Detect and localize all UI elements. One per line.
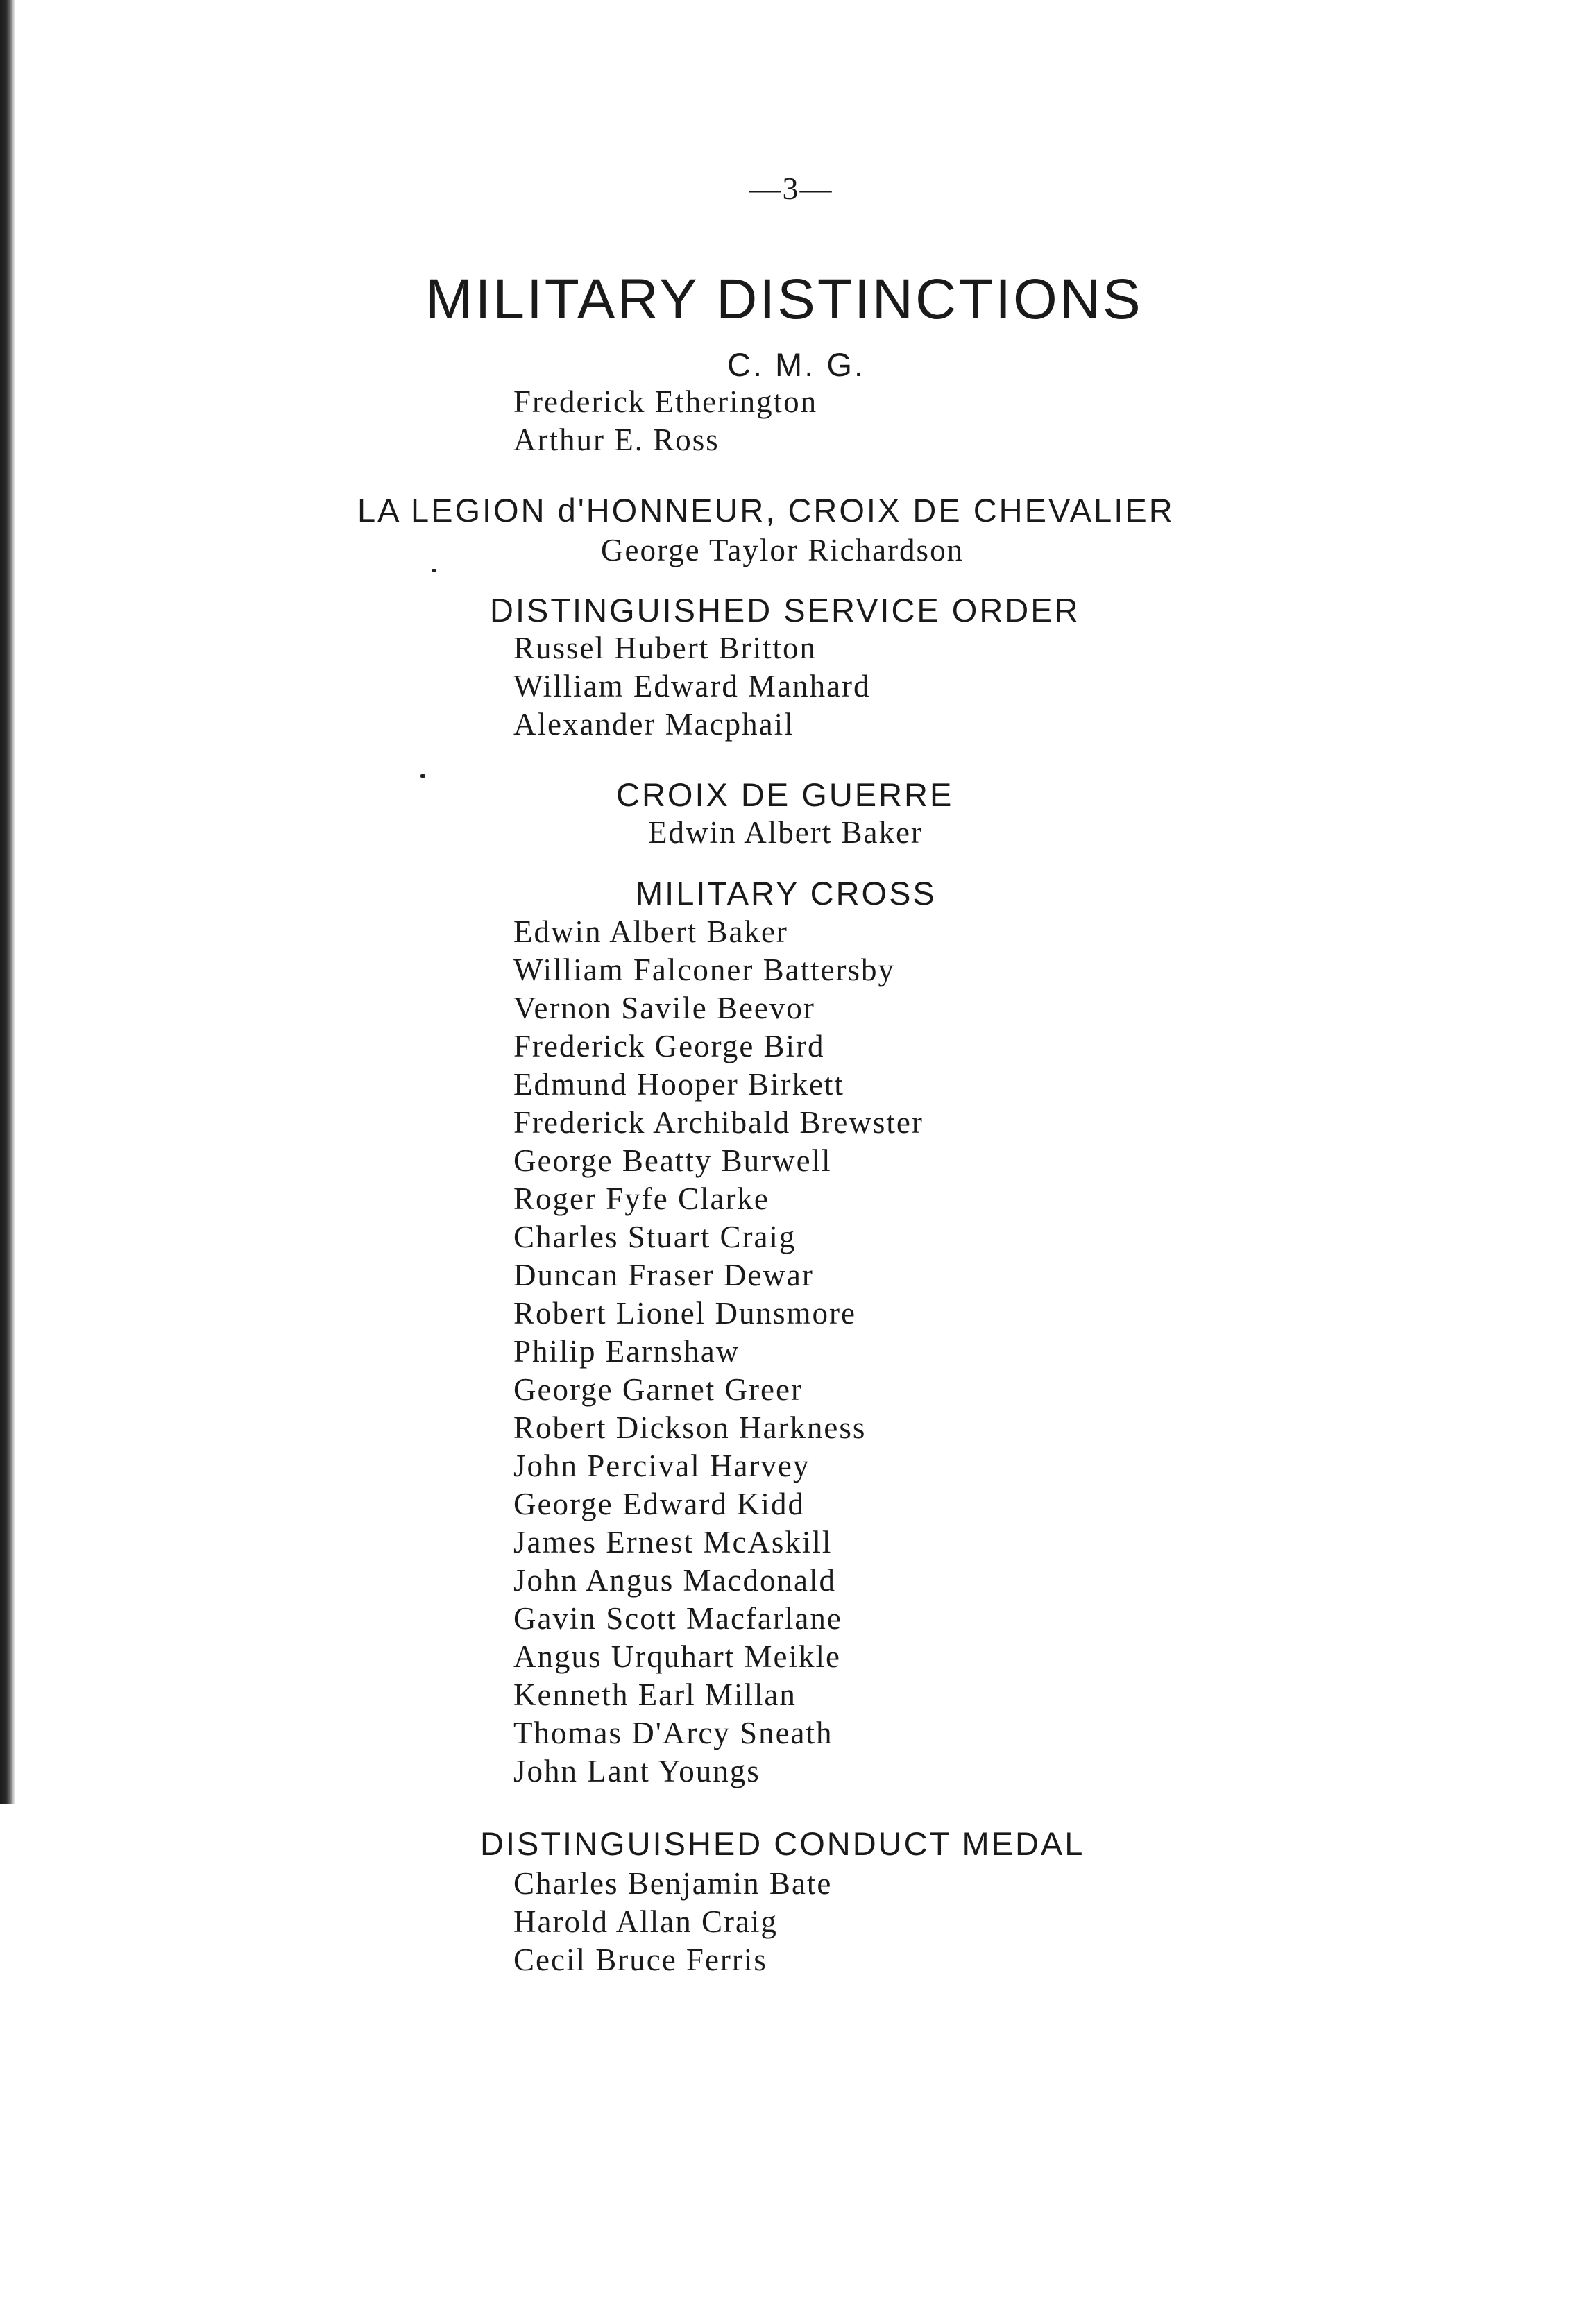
list-item: John Angus Macdonald — [513, 1563, 836, 1598]
list-item: George Taylor Richardson — [601, 533, 964, 567]
list-item: John Percival Harvey — [513, 1449, 810, 1483]
list-item: Kenneth Earl Millan — [513, 1677, 797, 1712]
scan-speck — [420, 774, 425, 778]
list-item: Frederick George Bird — [513, 1029, 825, 1063]
list-item: Frederick Etherington — [513, 384, 818, 419]
list-item: James Ernest McAskill — [513, 1525, 833, 1560]
list-item: Cecil Bruce Ferris — [513, 1942, 767, 1977]
list-item: Harold Allan Craig — [513, 1904, 778, 1939]
list-item: George Edward Kidd — [513, 1487, 806, 1521]
list-item: George Garnet Greer — [513, 1372, 803, 1407]
list-item: John Lant Youngs — [513, 1754, 760, 1788]
list-item: William Edward Manhard — [513, 669, 871, 703]
list-item: Duncan Fraser Dewar — [513, 1258, 814, 1292]
section-heading-military-cross: MILITARY CROSS — [636, 875, 937, 912]
list-item: Alexander Macphail — [513, 707, 794, 742]
page-number: —3— — [749, 171, 833, 206]
list-item: William Falconer Battersby — [513, 952, 896, 987]
section-heading-dso: DISTINGUISHED SERVICE ORDER — [490, 592, 1080, 629]
list-item: Robert Dickson Harkness — [513, 1410, 867, 1445]
dso-name-list — [513, 629, 871, 744]
legion-name-list — [601, 531, 964, 570]
dcm-name-list — [513, 1865, 832, 1979]
list-item: Charles Stuart Craig — [513, 1220, 797, 1254]
list-item: Roger Fyfe Clarke — [513, 1181, 769, 1216]
military-cross-name-list — [513, 913, 924, 1791]
cmg-name-list — [513, 383, 817, 459]
list-item: Edwin Albert Baker — [513, 914, 788, 949]
list-item: Charles Benjamin Bate — [513, 1866, 833, 1901]
croix-de-guerre-name-list — [648, 814, 923, 852]
list-item: Gavin Scott Macfarlane — [513, 1601, 842, 1636]
section-heading-dcm: DISTINGUISHED CONDUCT MEDAL — [480, 1825, 1085, 1862]
section-heading-legion-dhonneur: LA LEGION d'HONNEUR, CROIX DE CHEVALIER — [357, 492, 1175, 529]
list-item: Angus Urquhart Meikle — [513, 1639, 841, 1674]
list-item: Vernon Savile Beevor — [513, 991, 815, 1025]
list-item: Edwin Albert Baker — [648, 815, 923, 850]
list-item: Edmund Hooper Birkett — [513, 1067, 844, 1102]
list-item: Arthur E. Ross — [513, 422, 720, 457]
list-item: Frederick Archibald Brewster — [513, 1105, 924, 1140]
list-item: Russel Hubert Britton — [513, 631, 817, 665]
section-heading-croix-de-guerre: CROIX DE GUERRE — [616, 776, 954, 813]
section-heading-cmg: C. M. G. — [727, 346, 865, 383]
list-item: Philip Earnshaw — [513, 1334, 740, 1369]
scan-speck — [432, 569, 436, 572]
list-item: Robert Lionel Dunsmore — [513, 1296, 856, 1331]
list-item: Thomas D'Arcy Sneath — [513, 1716, 833, 1750]
page-title: MILITARY DISTINCTIONS — [425, 268, 1143, 331]
list-item: George Beatty Burwell — [513, 1143, 832, 1178]
